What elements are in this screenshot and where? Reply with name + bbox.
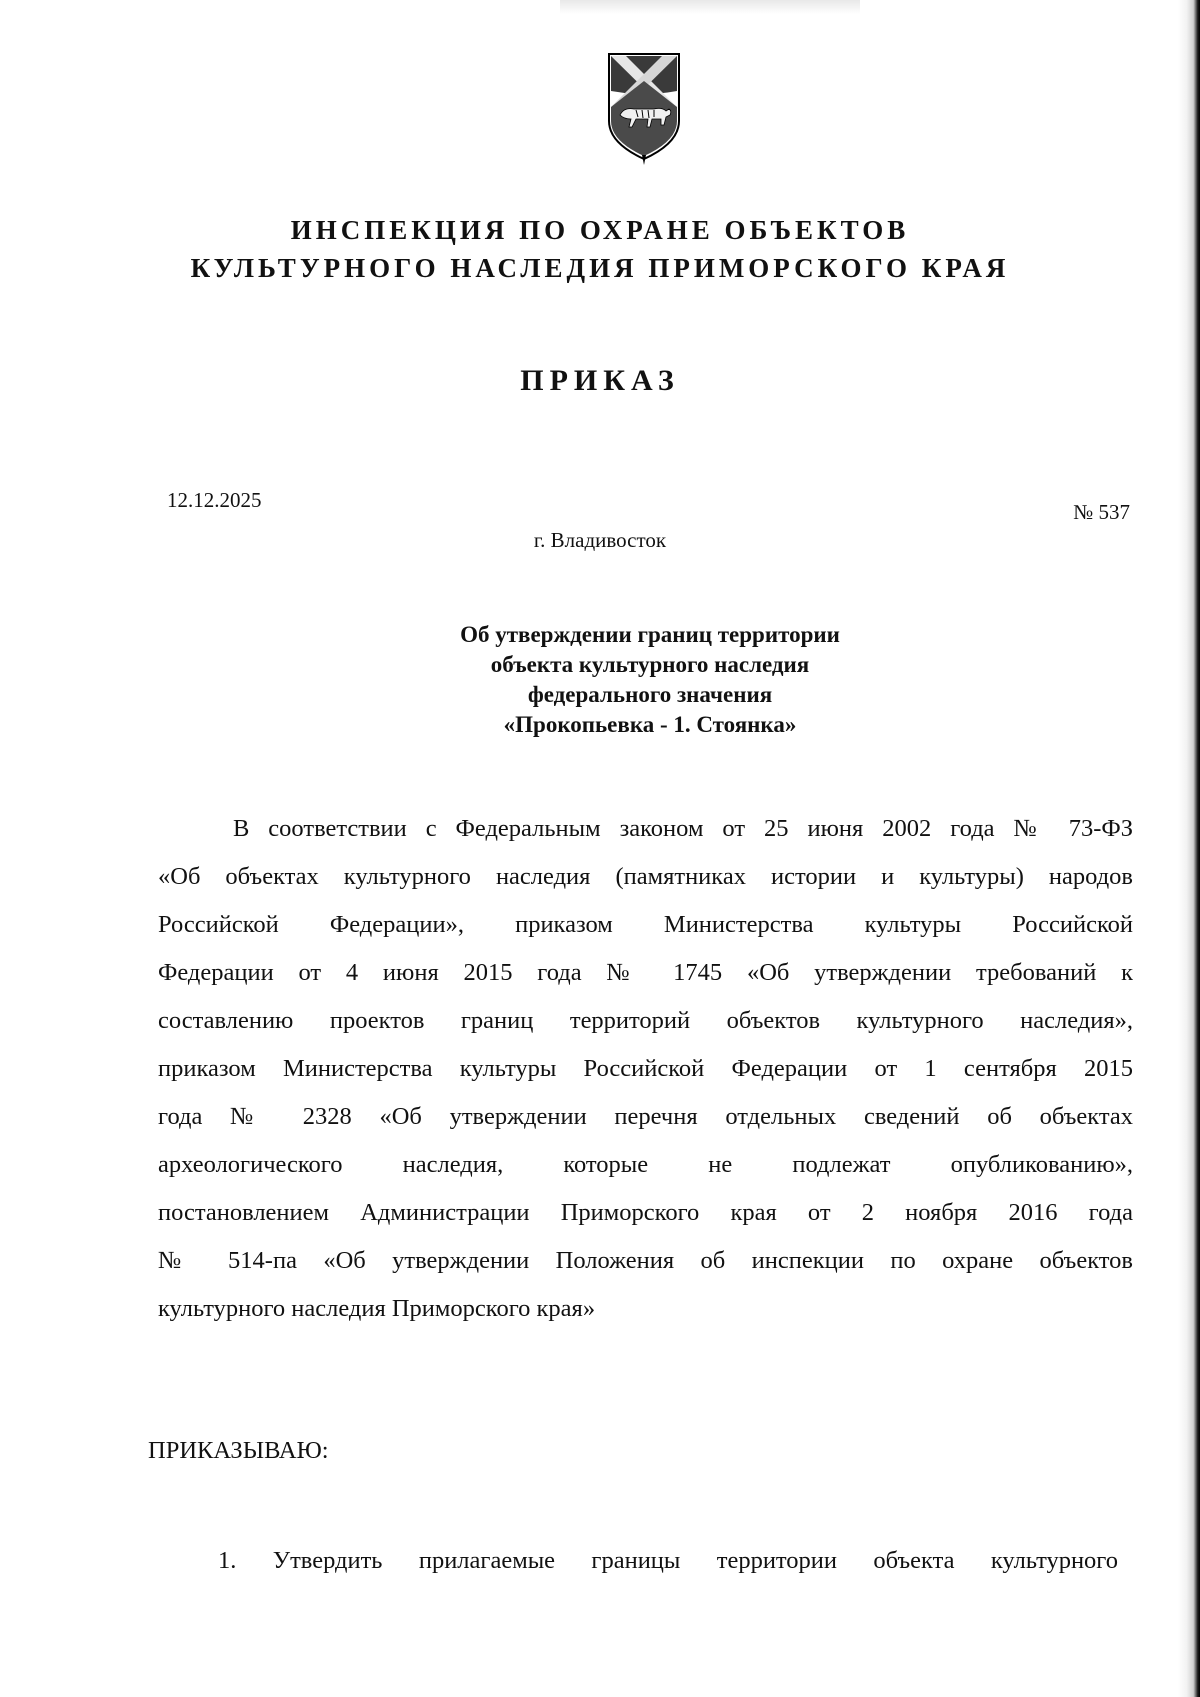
scan-artifact-top <box>560 0 860 14</box>
order-item-1: 1. Утвердить прилагаемые границы территории объекта культурного <box>218 1547 1118 1574</box>
subject-line: «Прокопьевка - 1. Стоянка» <box>503 712 797 737</box>
agency-name-line-2: КУЛЬТУРНОГО НАСЛЕДИЯ ПРИМОРСКОГО КРАЯ <box>190 253 1010 283</box>
subject-line: объекта культурного наследия <box>490 652 810 677</box>
body-line: археологического наследия, которые не подлежат опубликованию», <box>158 1151 1133 1178</box>
document-city: г. Владивосток <box>533 528 667 552</box>
document-number: № 537 <box>1073 500 1130 524</box>
preamble-paragraph <box>158 805 1133 1333</box>
body-line: Российской Федерации», приказом Министерства культуры Российской <box>158 911 1133 938</box>
subject-line: федерального значения <box>527 682 773 707</box>
body-line: года № 2328 «Об утверждении перечня отдельных сведений об объектах <box>158 1103 1133 1130</box>
body-line: № 514-па «Об утверждении Положения об инспекции по охране объектов <box>158 1247 1133 1274</box>
body-line: Федерации от 4 июня 2015 года № 1745 «Об утверждении требований к <box>158 959 1133 986</box>
coat-of-arms-tiger-icon <box>606 51 682 167</box>
order-directive: ПРИКАЗЫВАЮ: <box>148 1437 329 1464</box>
body-line: «Об объектах культурного наследия (памятниках истории и культуры) народов <box>158 863 1133 890</box>
document-date: 12.12.2025 <box>167 488 262 512</box>
subject-line: Об утверждении границ территории <box>460 622 840 647</box>
body-line: культурного наследия Приморского края» <box>158 1295 596 1322</box>
body-line: постановлением Администрации Приморского края от 2 ноября 2016 года <box>158 1199 1133 1226</box>
agency-name-line-1: ИНСПЕКЦИЯ ПО ОХРАНЕ ОБЪЕКТОВ <box>290 215 910 245</box>
document-title: ПРИКАЗ <box>520 364 680 397</box>
scan-edge-right <box>1178 0 1200 1697</box>
document-subject <box>380 620 920 740</box>
body-line: составлению проектов границ территорий объектов культурного наследия», <box>158 1007 1133 1034</box>
body-line: В соответствии с Федеральным законом от 25 июня 2002 года № 73-ФЗ <box>233 815 1133 842</box>
body-line: приказом Министерства культуры Российской Федерации от 1 сентября 2015 <box>158 1055 1133 1082</box>
